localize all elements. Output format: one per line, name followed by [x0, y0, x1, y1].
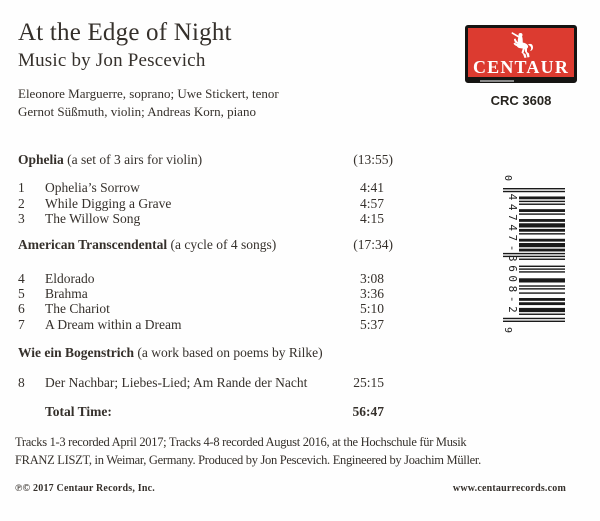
track-title: Brahma	[45, 286, 88, 301]
upc-barcode	[501, 175, 565, 333]
recording-notes	[15, 434, 575, 469]
section-desc: (a work based on poems by Rilke)	[134, 345, 323, 360]
track-number: 2	[18, 196, 25, 211]
track-row	[18, 211, 384, 227]
total-time-value: 56:47	[352, 404, 384, 419]
track-row	[18, 286, 384, 302]
total-time-row	[18, 404, 384, 420]
section-header	[18, 345, 393, 361]
barcode-digit-top: 0	[502, 175, 513, 182]
track-time: 5:10	[359, 301, 384, 316]
track-title: The Willow Song	[45, 211, 141, 226]
track-title: Der Nachbar; Liebes-Lied; Am Rande der Nacht	[45, 375, 308, 390]
section-header	[18, 237, 393, 253]
track-number: 3	[18, 211, 25, 226]
track-time: 4:57	[359, 196, 384, 211]
track-title: Eldorado	[45, 271, 95, 286]
performers	[18, 85, 279, 120]
barcode-digit-bottom: 9	[502, 326, 513, 333]
section-duration: (17:34)	[353, 237, 393, 252]
section-title: American Transcendental	[18, 237, 168, 252]
track-row	[18, 271, 384, 287]
album-title: At the Edge of Night	[18, 19, 232, 46]
track-number: 6	[18, 301, 25, 316]
track-time: 25:15	[353, 375, 384, 390]
track-title: The Chariot	[45, 301, 110, 316]
track-time: 5:37	[359, 317, 384, 332]
website-url: www.centaurrecords.com	[452, 483, 566, 494]
recording-notes-line-1: Tracks 1-3 recorded April 2017; Tracks 4-8 recorded August 2016, at the Hochschule für Musik	[15, 435, 467, 449]
track-row	[18, 180, 384, 196]
section-title: Ophelia	[18, 152, 64, 167]
section-desc: (a set of 3 airs for violin)	[63, 152, 203, 167]
track-title: Ophelia’s Sorrow	[45, 180, 140, 195]
catalog-number: CRC 3608	[490, 93, 552, 108]
section-title: Wie ein Bogenstrich	[18, 345, 134, 360]
section-desc: (a cycle of 4 songs)	[167, 237, 277, 252]
track-title: A Dream within a Dream	[45, 317, 182, 332]
track-number: 1	[18, 180, 25, 195]
track-row	[18, 196, 384, 212]
track-number: 5	[18, 286, 25, 301]
performers-line-2: Gernot Süßmuth, violin; Andreas Korn, piano	[18, 103, 256, 119]
track-time: 3:08	[359, 271, 384, 286]
centaur-logo	[465, 25, 577, 83]
track-number: 7	[18, 317, 25, 332]
track-time: 3:36	[359, 286, 384, 301]
centaur-wordmark: CENTAUR	[472, 57, 570, 77]
barcode-digits: 44747-3608-2	[506, 193, 519, 317]
copyright-notice: ℗© 2017 Centaur Records, Inc.	[15, 483, 155, 494]
album-subtitle: Music by Jon Pescevich	[18, 50, 206, 71]
performers-line-1: Eleonore Marguerre, soprano; Uwe Stickert, tenor	[18, 86, 279, 101]
total-time-label: Total Time:	[45, 404, 112, 419]
track-time: 4:15	[359, 211, 384, 226]
track-title: While Digging a Grave	[45, 196, 172, 211]
track-number: 4	[18, 271, 25, 286]
section-header	[18, 152, 393, 168]
track-time: 4:41	[359, 180, 384, 195]
track-row	[18, 317, 384, 333]
section-duration: (13:55)	[353, 152, 393, 167]
recording-notes-line-2: FRANZ LISZT, in Weimar, Germany. Produced by Jon Pescevich. Engineered by Joachim Müller.	[15, 452, 481, 467]
track-row	[18, 375, 384, 391]
track-row	[18, 301, 384, 317]
track-number: 8	[18, 375, 25, 390]
